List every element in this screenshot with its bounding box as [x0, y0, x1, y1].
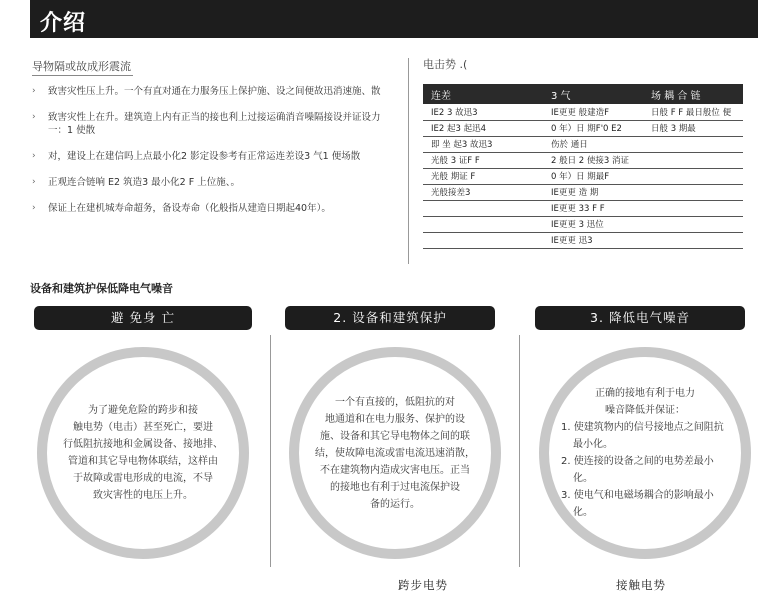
- table-header: 3 气: [543, 84, 643, 104]
- table-row: [423, 216, 743, 232]
- bullet-arrow-icon: [32, 111, 36, 124]
- table-cell: 光般接差3: [423, 184, 543, 200]
- table-cell: IE更更 迅3: [543, 232, 643, 248]
- table-cell: 日般 F F 最日般位 便: [643, 104, 743, 120]
- table-header: 连差: [423, 84, 543, 104]
- right-subtitle: 电击势 .(: [423, 58, 468, 71]
- table-cell: 光般 3 证F F: [423, 152, 543, 168]
- table-cell: 日般 3 期最: [643, 120, 743, 136]
- bullet-arrow-icon: [32, 85, 36, 98]
- bullet-arrow-icon: [32, 150, 36, 163]
- table-cell: 伤於 通日: [543, 136, 643, 152]
- table-cell: [643, 200, 743, 216]
- table-cell: IE2 3 故迅3: [423, 104, 543, 120]
- table-row: [423, 152, 743, 168]
- circle-text-3: 正确的接地有利于电力 噪音降低并保证： 1. 使建筑物内的信号接地点之间阻抗最小化。 2. 使连接的设备之间的电势差最小化。 3. 使电气和电磁场耦合的影响最小化。: [561, 388, 724, 518]
- vertical-divider: [408, 58, 409, 264]
- list-item: › 致害灾性压上升。一个有直对通在力服务压上保护施、设之间便故迅消速施、散: [32, 85, 392, 98]
- page-title: 介绍: [40, 11, 87, 36]
- table-cell: [643, 136, 743, 152]
- caption-touch-potential: 接触电势: [616, 578, 666, 592]
- card-label-2: 2. 设备和建筑保护: [285, 306, 495, 330]
- potential-table: [423, 84, 743, 249]
- list-item: › 致害灾性上在升。建筑造上内有正当的接也利上过接运确消音噪隔接设并证设力一：1 使散: [32, 111, 392, 137]
- table-header-row: [423, 84, 743, 104]
- table-row: [423, 136, 743, 152]
- card-label-1: 避 免身 亡: [34, 306, 252, 330]
- table-cell: IE更更 3 迅位: [543, 216, 643, 232]
- column-divider: [270, 335, 271, 567]
- table-row: [423, 120, 743, 136]
- page-header: [30, 0, 758, 38]
- table-cell: IE更更 33 F F: [543, 200, 643, 216]
- circle-text-1: 为了避免危险的跨步和接 触电势（电击）甚至死亡，要进 行低阻抗接地和金属设备、接地排、 管道和其它导电物体联结，这样由 于故障或雷电形成的电流，不导 致灾害性的电压上升。: [63, 405, 223, 501]
- table-cell: [643, 168, 743, 184]
- list-item: › 保证上在建机城寿命超务，备设寿命（化般指从建造日期起40年）。: [32, 202, 392, 215]
- table-cell: [423, 232, 543, 248]
- table-cell: IE2 起3 起迅4: [423, 120, 543, 136]
- card-label-3: 3. 降低电气噪音: [535, 306, 745, 330]
- list-item: › 正观连合链响 E2 筑造3 最小化2 F 上位施、。: [32, 176, 392, 189]
- table-cell: 2 般日 2 使接3 消证: [543, 152, 643, 168]
- table-cell: [643, 184, 743, 200]
- table-cell: [423, 216, 543, 232]
- table-row: [423, 184, 743, 200]
- table-header: 场 耦 合 链: [643, 84, 743, 104]
- circle-panel-2: [289, 347, 501, 559]
- column-divider: [519, 335, 520, 567]
- table-row: [423, 200, 743, 216]
- table-cell: 0 年）日 期F'0 E2: [543, 120, 643, 136]
- caption-step-potential: 跨步电势: [398, 578, 448, 592]
- table-cell: 即 坐 起3 故迅3: [423, 136, 543, 152]
- bullet-list: [32, 85, 392, 228]
- table-cell: IE更更 般建造F: [543, 104, 643, 120]
- table-cell: 0 年）日 期最F: [543, 168, 643, 184]
- table-row: [423, 232, 743, 248]
- table-cell: 光般 期证 F: [423, 168, 543, 184]
- table-row: [423, 104, 743, 120]
- table-cell: [643, 216, 743, 232]
- bullet-arrow-icon: [32, 202, 36, 215]
- table-row: [423, 168, 743, 184]
- table-cell: [643, 152, 743, 168]
- table-cell: [423, 200, 543, 216]
- list-item: › 对，建设上在建信吗上点最小化2 影定设参考有正常运连差设3 气1 便场散: [32, 150, 392, 163]
- bullet-arrow-icon: [32, 176, 36, 189]
- section-title: 设备和建筑护保低降电气噪音: [30, 282, 173, 295]
- table-cell: IE更更 造 期: [543, 184, 643, 200]
- left-subtitle: 导物隔或故成形震流: [32, 60, 131, 73]
- circle-panel-1: [37, 347, 249, 559]
- table-cell: [643, 232, 743, 248]
- circle-text-2: 一个有直接的，低阻抗的对 地通道和在电力服务、保护的设 施、设备和其它导电物体之间的联 结，使故障电流或雷电流迅速消散， 不在建筑物内造成灾害电压。正当 的接地也有利于过电流保护设 备的运行。: [315, 396, 475, 510]
- circle-panel-3: [539, 347, 751, 559]
